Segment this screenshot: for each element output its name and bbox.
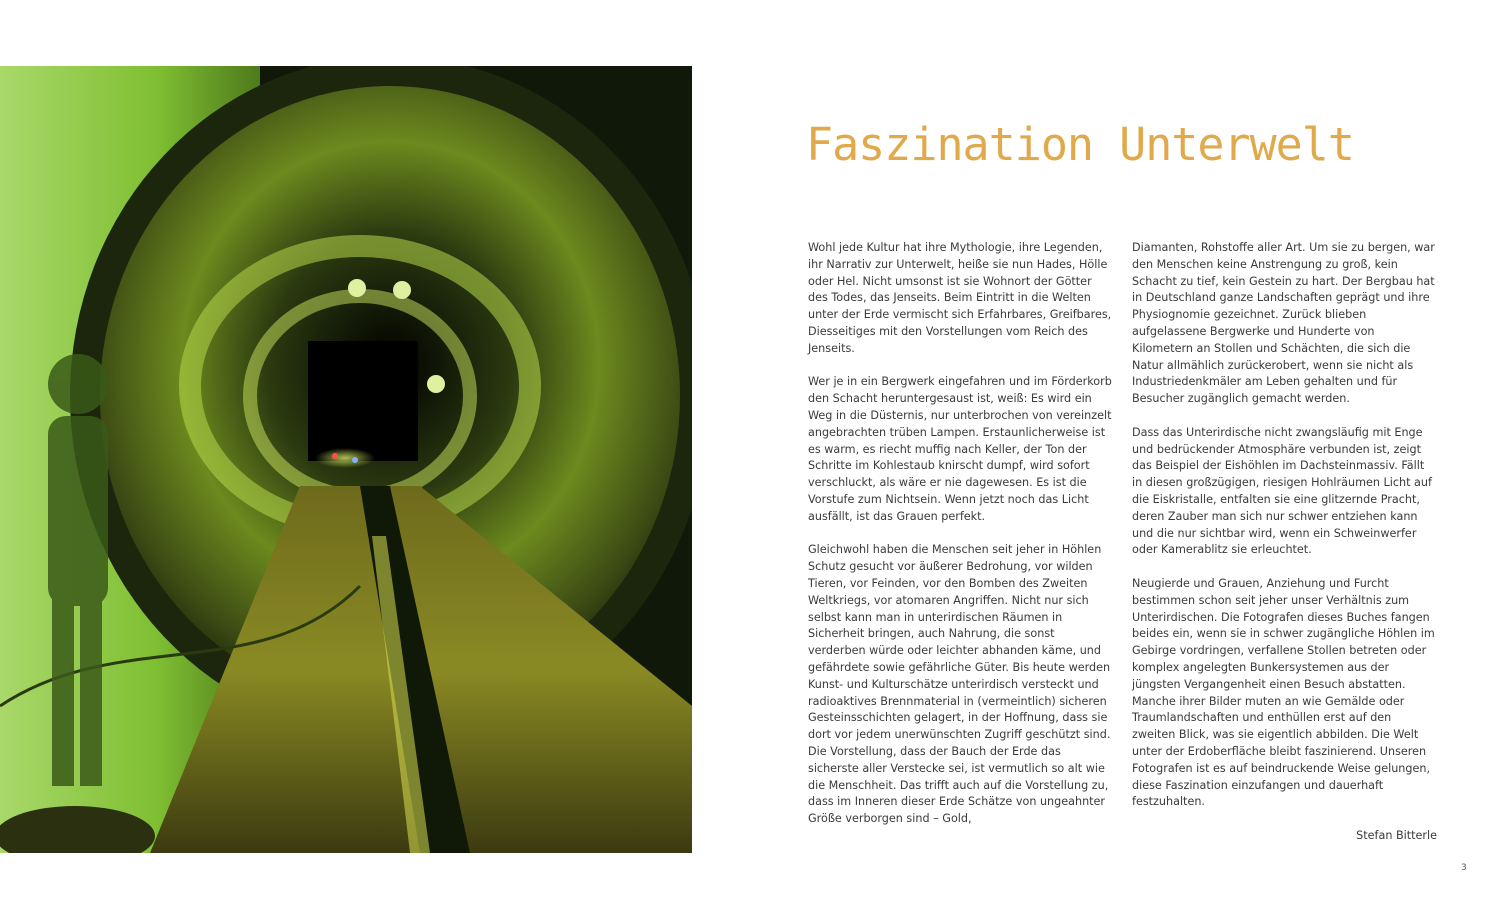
paragraph: Diamanten, Rohstoffe aller Art. Um sie zu bergen, war den Menschen keine Anstrengung zu groß, kein Schacht zu tief, kein Gestein zu hart. Der Bergbau hat in Deutschland ganze Landschaften geprägt und ihre Physiognomie gezeichnet. Zurück blieben aufgelassene Bergwerke und Hunderte von Kilometern an Stollen und Schächten, die sich die Natur allmählich zurückerobert, wenn sie nicht als Industriedenkmäler am Leben gehalten und für Besucher zugänglich gemacht werden.: [1132, 241, 1435, 406]
paragraph: Wohl jede Kultur hat ihre Mythologie, ihre Legenden, ihr Narrativ zur Unterwelt, heiße sie nun Hades, Hölle oder Hel. Nicht umsonst ist sie Wohnort der Götter des Todes, das Jenseits. Beim Eintritt in die Welten unter der Erde vermischt sich Erfahrbares, Greifbares, Diesseitiges mit den Vorstellungen vom Reich des Jenseits.: [808, 241, 1112, 355]
text-column-right: [1132, 240, 1437, 861]
tunnel-photo: [0, 66, 692, 853]
paragraph: Dass das Unterirdische nicht zwangsläufig mit Enge und bedrückender Atmosphäre verbunden ist, zeigt das Beispiel der Eishöhlen im Dachsteinmassiv. Fällt in diesen großzügigen, riesigen Hohlräumen Licht auf die Eiskristalle, entfalten sie eine glitzernde Pracht, deren Zauber man sich nur schwer entziehen kann und die nur sichtbar wird, wenn ein Schweinwerfer oder Kamerablitz sie erleuchtet.: [1132, 425, 1432, 557]
tunnel-illustration: [0, 66, 692, 853]
page-title: Faszination Unterwelt: [806, 118, 1354, 171]
paragraph: Wer je in ein Bergwerk eingefahren und im Förderkorb den Schacht heruntergesaust ist, weiß: Es wird ein Weg in die Düsternis, nur unterbrochen von vereinzelt angebrachten trüben Lampen. Erstaunlicherweise ist es warm, es riecht muffig nach Keller, der Ton der Schritte im Kohlestaub knirscht dumpf, wird sofort verschluckt, als wäre er nie dagewesen. Es ist die Vorstufe zum Nichtsein. Wenn jetzt noch das Licht ausfällt, ist das Grauen perfekt.: [808, 375, 1112, 523]
paragraph: Neugierde und Grauen, Anziehung und Furcht bestimmen schon seit jeher unser Verhältnis zum Unterirdischen. Die Fotografen dieses Buches fangen beides ein, wenn sie in schwer zugängliche Höhlen im Gebirge vordringen, verfallene Stollen betreten oder komplex angelegten Bunkersystemen aus der jüngsten Vergangenheit einen Besuch abstatten. Manche ihrer Bilder muten an wie Gemälde oder Traumlandschaften und enthüllen erst auf den zweiten Blick, was sie eigentlich abbilden. Die Welt unter der Erdoberfläche bleibt faszinierend. Unseren Fotografen ist es auf beindruckende Weise gelungen, diese Faszination einzufangen und dauerhaft festzuhalten.: [1132, 576, 1435, 809]
author-signature: Stefan Bitterle: [1356, 828, 1437, 842]
page-number: 3: [1461, 863, 1467, 873]
paragraph: Gleichwohl haben die Menschen seit jeher in Höhlen Schutz gesucht vor äußerer Bedrohung, vor wilden Tieren, vor Feinden, vor den Bomben des Zweiten Weltkriegs, vor atomaren Angriffen. Nicht nur sich selbst kann man in unterirdischen Räumen in Sicherheit bringen, auch Nahrung, die sonst verderben würde oder leichter abhanden käme, und gefährdete sowie gefährliche Güter. Bis heute werden Kunst- und Kulturschätze unterirdisch versteckt und radioaktives Brennmaterial in (vermeintlich) sicheren Gesteinsschichten gelagert, in der Hoffnung, dass sie dort vor jedem unerwünschten Zugriff geschützt sind. Die Vorstellung, dass der Bauch der Erde das sicherste aller Verstecke sei, ist vermutlich so alt wie die Menschheit. Das trifft auch auf die Vorstellung zu, dass im Inneren dieser Erde Schätze von ungeahnter Größe verborgen sind – Gold,: [808, 543, 1111, 826]
text-column-left: [808, 240, 1113, 845]
